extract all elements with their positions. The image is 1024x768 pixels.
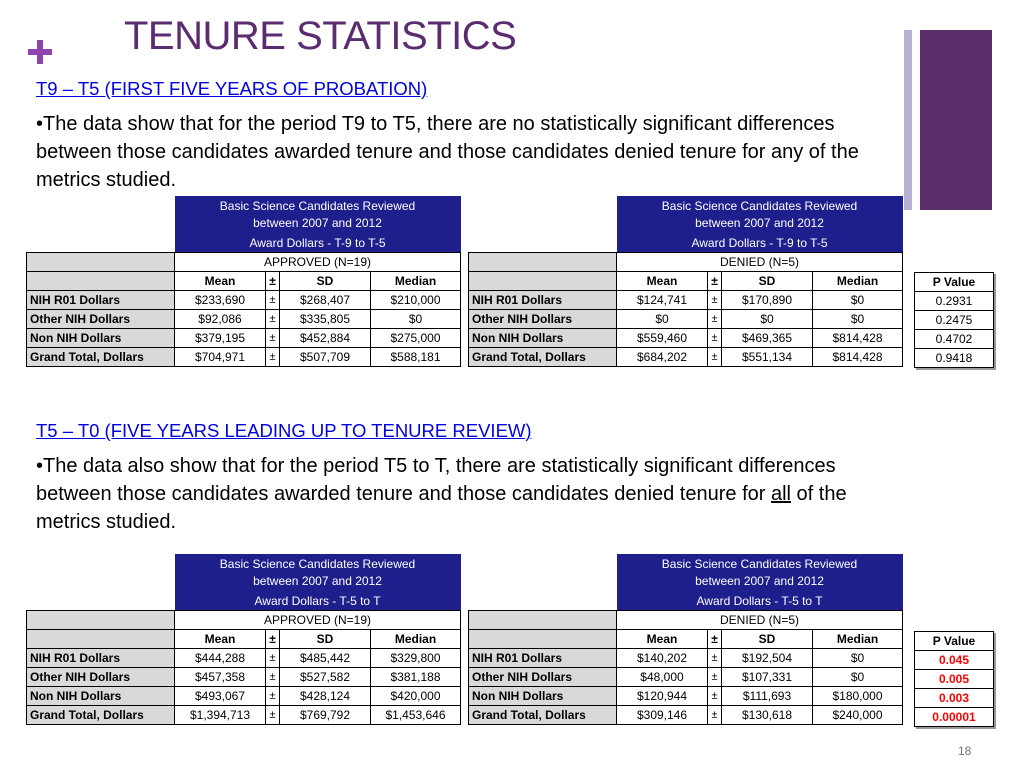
pm-cell: ±: [266, 310, 280, 329]
denied-table-t9-t5: [468, 196, 903, 367]
pvalue-cell-significant: 0.003: [915, 689, 994, 708]
row-label: Grand Total, Dollars: [469, 706, 617, 725]
table-header: Basic Science Candidates Reviewed between 2007 and 2012: [175, 554, 461, 592]
pm-cell: ±: [708, 649, 722, 668]
median-cell: $180,000: [813, 687, 903, 706]
approved-table-t5-t0: [26, 554, 461, 725]
mean-cell: $0: [617, 310, 708, 329]
pm-cell: ±: [708, 706, 722, 725]
table-row: [469, 291, 903, 310]
mean-cell: $48,000: [617, 668, 708, 687]
sd-cell: $192,504: [722, 649, 813, 668]
mean-cell: $379,195: [175, 329, 266, 348]
section1-heading[interactable]: T9 – T5 (FIRST FIVE YEARS OF PROBATION): [36, 78, 428, 99]
sd-cell: $507,709: [280, 348, 371, 367]
median-cell: $329,800: [371, 649, 461, 668]
median-cell: $0: [813, 310, 903, 329]
table-header: Basic Science Candidates Reviewed between 2007 and 2012: [175, 196, 461, 234]
plus-icon: [28, 40, 52, 64]
sd-cell: $452,884: [280, 329, 371, 348]
pvalue-cell: 0.9418: [915, 349, 994, 368]
row-label: NIH R01 Dollars: [469, 291, 617, 310]
table-row: [27, 291, 461, 310]
pvalue-cell-significant: 0.005: [915, 670, 994, 689]
median-cell: $0: [813, 668, 903, 687]
row-label: Non NIH Dollars: [27, 687, 175, 706]
pm-cell: ±: [266, 687, 280, 706]
col-mean: Mean: [617, 272, 708, 291]
pm-cell: ±: [708, 291, 722, 310]
pm-cell: ±: [708, 348, 722, 367]
col-median: Median: [813, 630, 903, 649]
table-row: [469, 649, 903, 668]
pm-cell: ±: [266, 706, 280, 725]
col-median: Median: [813, 272, 903, 291]
sd-cell: $111,693: [722, 687, 813, 706]
row-label: Non NIH Dollars: [27, 329, 175, 348]
table-row: [27, 668, 461, 687]
group-label: APPROVED (N=19): [175, 253, 461, 272]
denied-table-t5-t0: [468, 554, 903, 725]
table-row: [469, 329, 903, 348]
col-mean: Mean: [175, 272, 266, 291]
table-row: [27, 687, 461, 706]
section1-text: •The data show that for the period T9 to T5, there are no statistically significant differences between those candidates awarded tenure and those candidates denied tenure for any of the metrics studied.: [36, 113, 859, 191]
table-row: [469, 348, 903, 367]
sd-cell: $170,890: [722, 291, 813, 310]
pm-cell: ±: [266, 348, 280, 367]
section2-heading[interactable]: T5 – T0 (FIVE YEARS LEADING UP TO TENURE REVIEW): [36, 420, 532, 441]
table-row: [469, 668, 903, 687]
pm-cell: ±: [708, 310, 722, 329]
decorative-bar-thick: [920, 30, 992, 210]
pvalue-cell-significant: 0.00001: [915, 708, 994, 727]
row-label: NIH R01 Dollars: [27, 649, 175, 668]
row-label: Other NIH Dollars: [469, 668, 617, 687]
col-pm: ±: [266, 630, 280, 649]
mean-cell: $704,971: [175, 348, 266, 367]
section2-text: •The data also show that for the period T5 to T, there are statistically significant differences between those candidates awarded tenure and those candidates denied tenure for all of the metrics studied.: [36, 455, 847, 533]
group-label: DENIED (N=5): [617, 611, 903, 630]
pvalue-table-t9-t5: [914, 272, 994, 368]
pvalue-cell: 0.2475: [915, 311, 994, 330]
table-row: [469, 706, 903, 725]
median-cell: $210,000: [371, 291, 461, 310]
row-label: Other NIH Dollars: [27, 310, 175, 329]
table-subheader: Award Dollars - T-5 to T: [175, 592, 461, 611]
table-row: [469, 687, 903, 706]
median-cell: $588,181: [371, 348, 461, 367]
sd-cell: $428,124: [280, 687, 371, 706]
median-cell: $1,453,646: [371, 706, 461, 725]
mean-cell: $124,741: [617, 291, 708, 310]
sd-cell: $485,442: [280, 649, 371, 668]
sd-cell: $268,407: [280, 291, 371, 310]
mean-cell: $120,944: [617, 687, 708, 706]
col-sd: SD: [280, 272, 371, 291]
table-subheader: Award Dollars - T-9 to T-5: [617, 234, 903, 253]
mean-cell: $92,086: [175, 310, 266, 329]
sd-cell: $335,805: [280, 310, 371, 329]
median-cell: $0: [813, 291, 903, 310]
pm-cell: ±: [266, 668, 280, 687]
mean-cell: $684,202: [617, 348, 708, 367]
col-pm: ±: [708, 272, 722, 291]
col-mean: Mean: [617, 630, 708, 649]
approved-table-t9-t5: [26, 196, 461, 367]
page-number: 18: [958, 744, 972, 758]
mean-cell: $457,358: [175, 668, 266, 687]
row-label: Grand Total, Dollars: [27, 348, 175, 367]
sd-cell: $0: [722, 310, 813, 329]
mean-cell: $233,690: [175, 291, 266, 310]
table-header: Basic Science Candidates Reviewed between 2007 and 2012: [617, 554, 903, 592]
sd-cell: $107,331: [722, 668, 813, 687]
col-sd: SD: [280, 630, 371, 649]
pm-cell: ±: [708, 668, 722, 687]
pvalue-cell-significant: 0.045: [915, 651, 994, 670]
sd-cell: $769,792: [280, 706, 371, 725]
col-median: Median: [371, 272, 461, 291]
row-label: Other NIH Dollars: [469, 310, 617, 329]
median-cell: $275,000: [371, 329, 461, 348]
mean-cell: $559,460: [617, 329, 708, 348]
sd-cell: $551,134: [722, 348, 813, 367]
pm-cell: ±: [266, 291, 280, 310]
table-subheader: Award Dollars - T-5 to T: [617, 592, 903, 611]
table-row: [27, 329, 461, 348]
median-cell: $814,428: [813, 348, 903, 367]
mean-cell: $493,067: [175, 687, 266, 706]
pvalue-cell: 0.4702: [915, 330, 994, 349]
col-sd: SD: [722, 272, 813, 291]
table-header: Basic Science Candidates Reviewed between 2007 and 2012: [617, 196, 903, 234]
pvalue-header: P Value: [915, 632, 994, 651]
median-cell: $240,000: [813, 706, 903, 725]
pm-cell: ±: [708, 687, 722, 706]
row-label: NIH R01 Dollars: [469, 649, 617, 668]
row-label: Grand Total, Dollars: [27, 706, 175, 725]
median-cell: $0: [371, 310, 461, 329]
col-mean: Mean: [175, 630, 266, 649]
row-label: Non NIH Dollars: [469, 687, 617, 706]
row-label: Other NIH Dollars: [27, 668, 175, 687]
pm-cell: ±: [266, 649, 280, 668]
table-row: [27, 348, 461, 367]
median-cell: $814,428: [813, 329, 903, 348]
table-row: [27, 649, 461, 668]
mean-cell: $309,146: [617, 706, 708, 725]
col-pm: ±: [266, 272, 280, 291]
pm-cell: ±: [266, 329, 280, 348]
mean-cell: $140,202: [617, 649, 708, 668]
slide-title: TENURE STATISTICS: [124, 14, 517, 58]
median-cell: $0: [813, 649, 903, 668]
col-median: Median: [371, 630, 461, 649]
mean-cell: $1,394,713: [175, 706, 266, 725]
sd-cell: $130,618: [722, 706, 813, 725]
sd-cell: $469,365: [722, 329, 813, 348]
col-sd: SD: [722, 630, 813, 649]
row-label: Grand Total, Dollars: [469, 348, 617, 367]
mean-cell: $444,288: [175, 649, 266, 668]
group-label: APPROVED (N=19): [175, 611, 461, 630]
row-label: Non NIH Dollars: [469, 329, 617, 348]
median-cell: $381,188: [371, 668, 461, 687]
col-pm: ±: [708, 630, 722, 649]
table-subheader: Award Dollars - T-9 to T-5: [175, 234, 461, 253]
pvalue-header: P Value: [915, 273, 994, 292]
median-cell: $420,000: [371, 687, 461, 706]
table-row: [469, 310, 903, 329]
sd-cell: $527,582: [280, 668, 371, 687]
pvalue-cell: 0.2931: [915, 292, 994, 311]
table-row: [27, 310, 461, 329]
group-label: DENIED (N=5): [617, 253, 903, 272]
table-row: [27, 706, 461, 725]
pvalue-table-t5-t0: [914, 631, 994, 727]
pm-cell: ±: [708, 329, 722, 348]
row-label: NIH R01 Dollars: [27, 291, 175, 310]
